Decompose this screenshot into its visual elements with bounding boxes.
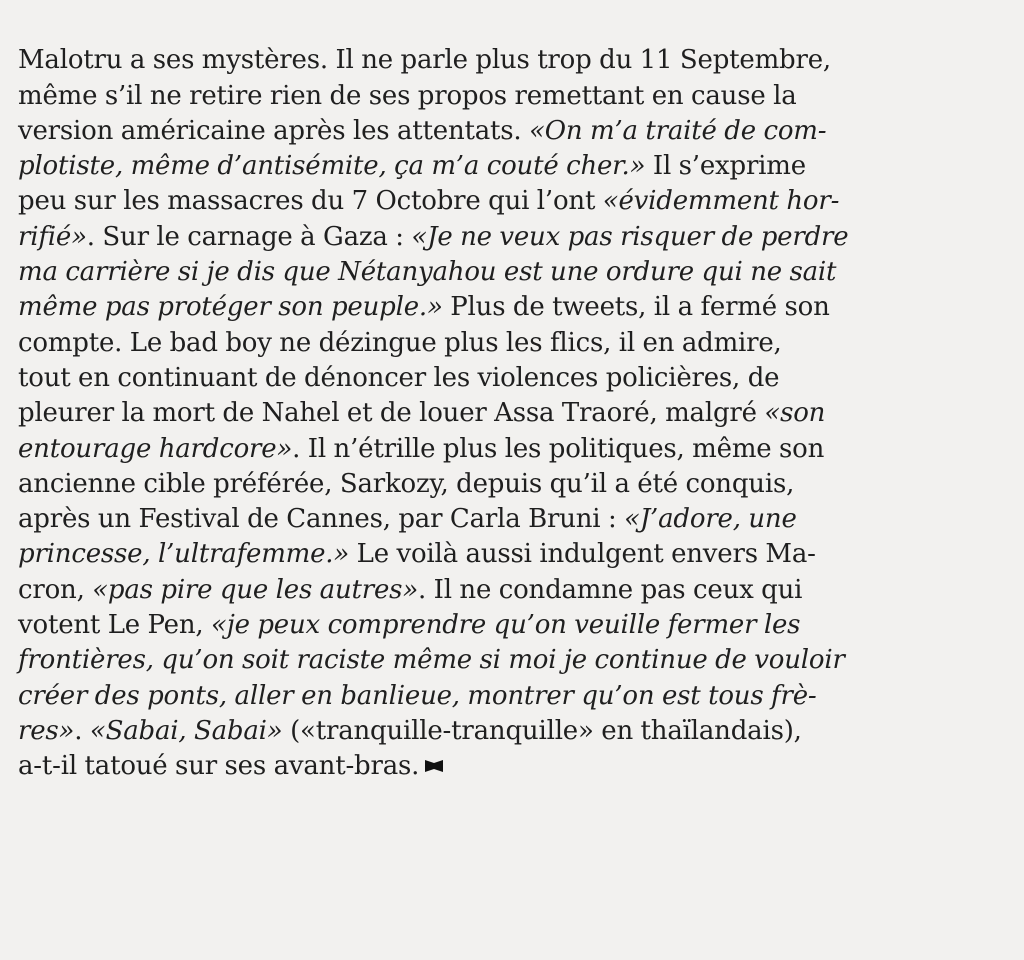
text-segment-9: («tranquille-tranquille» en thaïlandais), a-t-il tatoué sur ses avant-bras. <box>18 715 802 782</box>
text-segment-7: . Il ne condamne pas ceux qui votent Le Pen, <box>18 574 803 641</box>
text-segment-3: . Sur le carnage à Gaza : <box>86 221 412 252</box>
quote-segment-2: «évidemment hor- rifié» <box>18 186 840 252</box>
quote-segment-1: «On m’a traité de com- plotiste, même d’antisémite, ça m’a couté cher.» <box>18 115 827 182</box>
quote-segment-5: «J’adore, une princesse, l’ultrafemme.» <box>18 504 797 570</box>
quote-segment-7: «je peux comprendre qu’on veuille fermer les frontières, qu’on soit raciste même si moi je continue de vouloir créer des ponts, aller en banlieue, montrer qu’on est tous frè- res» <box>18 610 845 746</box>
text-segment-5: . Il n’étrille plus les politiques, même son ancienne cible préférée, Sarkozy, depuis qu’il a été conquis, après un Festival de Cannes, par Carla Bruni : <box>18 433 825 535</box>
quote-segment-6: «pas pire que les autres» <box>92 574 419 605</box>
quote-segment-4: «son entourage hardcore» <box>18 398 826 464</box>
quote-segment-8: «Sabai, Sabai» <box>89 715 283 746</box>
text-segment-2: Il s’exprime peu sur les massacres du 7 Octobre qui l’ont <box>18 151 806 217</box>
text-segment-4: Plus de tweets, il a fermé son compte. Le bad boy ne dézingue plus les flics, il en admire, tout en continuant de dénoncer les violences policières, de pleurer la mort de Nahel et de louer Assa Traoré, malgré <box>18 292 830 429</box>
article-body <box>18 8 1008 785</box>
text-segment-1: Malotru a ses mystères. Il ne parle plus trop du 11 Septembre, même s’il ne retire rien de ses propos remettant en cause la version américaine après les attentats. <box>18 45 831 146</box>
quote-segment-3: «Je ne veux pas risquer de perdre ma carrière si je dis que Nétanyahou est une ordure qui ne sait même pas protéger son peuple.» <box>18 221 849 323</box>
end-of-article-icon <box>425 760 443 772</box>
text-segment-6: Le voilà aussi indulgent envers Ma- cron, <box>18 539 816 605</box>
text-segment-8: . <box>74 715 90 746</box>
